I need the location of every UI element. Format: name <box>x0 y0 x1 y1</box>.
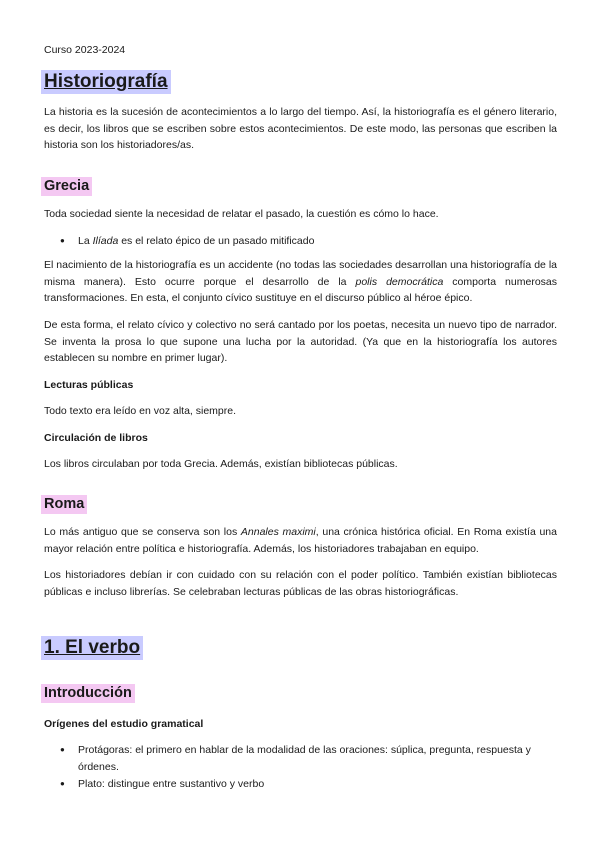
lecturas-text: Todo texto era leído en voz alta, siempre. <box>44 405 237 417</box>
circulacion-text: Los libros circulaban por toda Grecia. Además, existían bibliotecas públicas. <box>44 458 398 470</box>
grecia-bullet-iliada <box>78 233 558 250</box>
verbo-bullet-plato: ● Plato: distingue entre sustantivo y verbo <box>78 776 558 793</box>
roma-p1-post: , una crónica histórica oficial. En Roma existía una mayor relación entre política e historiografía. Además, los historiadores trabajaban en equipo. <box>44 526 557 555</box>
verbo-bullet-protagoras: ● Protágoras: el primero en hablar de la modalidad de las oraciones: súplica, pregunta, respuesta y órdenes. <box>78 742 558 775</box>
roma-paragraph-1 <box>44 524 557 557</box>
bullet-text-post: es el relato épico de un pasado mitificado <box>118 235 315 247</box>
p2-text-em: polis democrática <box>355 275 444 288</box>
heading-introduccion: Introducción <box>41 684 135 703</box>
bullet-text-pre: La <box>78 235 93 247</box>
grecia-paragraph-2 <box>44 257 557 307</box>
heading-lecturas-publicas: Lecturas públicas <box>44 379 134 391</box>
heading-grecia: Grecia <box>41 177 92 196</box>
course-label: Curso 2023-2024 <box>44 44 126 56</box>
grecia-paragraph-3: De esta forma, el relato cívico y colectivo no será cantado por los poetas, necesita un nuevo tipo de narrador. Se inventa la prosa lo que supone una lucha por la autoridad. (Ya que en la historiografía los autores establecen su nombre en primer lugar). <box>44 319 557 364</box>
heading-historiografia: Historiografía <box>41 70 171 94</box>
p2-text-post: comporta numerosas transformaciones. En esta, el conjunto cívico sustituye en el discurso público al héroe épico. <box>44 275 558 304</box>
roma-p1-pre: Lo más antiguo que se conserva son los <box>44 526 241 538</box>
grecia-paragraph-1: Toda sociedad siente la necesidad de relatar el pasado, la cuestión es cómo lo hace. <box>44 208 439 220</box>
heading-roma: Roma <box>41 495 87 514</box>
historiografia-intro: La historia es la sucesión de acontecimientos a lo largo del tiempo. Así, la historiografía es el género literario, es decir, los libros que se escriben sobre estos acontecimientos. De este modo, las personas que escriben la historia son los historiadores/as. <box>44 106 557 151</box>
roma-paragraph-2: Los historiadores debían ir con cuidado con su relación con el poder político. También existían bibliotecas públicas e incluso librerías. Se celebraban lecturas públicas de las obras historiográficas. <box>44 569 557 598</box>
heading-el-verbo: 1. El verbo <box>41 636 143 660</box>
bullet-text-em: Ilíada <box>92 235 119 247</box>
heading-origenes: Orígenes del estudio gramatical <box>44 718 204 730</box>
p2-text-pre: El nacimiento de la historiografía es un accidente (no todas las sociedades desarrollan una historiografía de la misma manera). Esto ocurre porque el desarrollo de la <box>44 259 557 288</box>
roma-p1-em: Annales maximi <box>240 526 316 538</box>
heading-circulacion-libros: Circulación de libros <box>44 432 148 444</box>
